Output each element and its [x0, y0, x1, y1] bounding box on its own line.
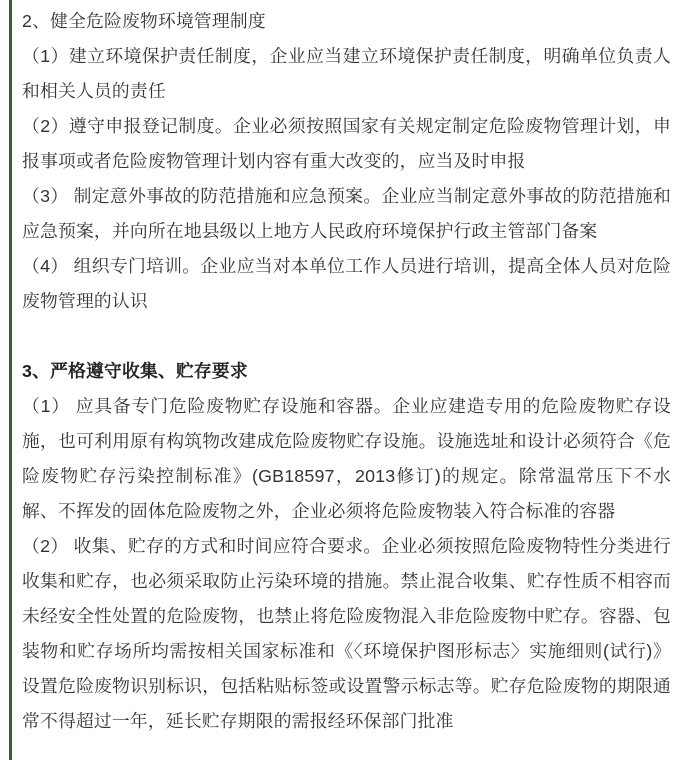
- section-2-paragraph-2: （2）遵守申报登记制度。企业必须按照国家有关规定制定危险废物管理计划，申报事项或者危险废物管理计划内容有重大改变的，应当及时申报: [22, 116, 671, 171]
- document-content: [22, 4, 671, 739]
- section-2-paragraph-4: （4） 组织专门培训。企业应当对本单位工作人员进行培训，提高全体人员对危险废物管理的认识: [22, 256, 671, 311]
- section-3-paragraph-1: （1） 应具备专门危险废物贮存设施和容器。企业应建造专用的危险废物贮存设施，也可利用原有构筑物改建成危险废物贮存设施。设施选址和设计必须符合《危险废物贮存污染控制标准》(GB18597，2013修订)的规定。除常温常压下不水解、不挥发的固体危险废物之外，企业必须将危险废物装入符合标准的容器: [22, 396, 671, 521]
- left-accent-bar: [9, 0, 12, 760]
- section-2-paragraph-1: （1）建立环境保护责任制度，企业应当建立环境保护责任制度，明确单位负责人和相关人员的责任: [22, 46, 671, 101]
- section-3-paragraph-2: （2） 收集、贮存的方式和时间应符合要求。企业必须按照危险废物特性分类进行收集和贮存，也必须采取防止污染环境的措施。禁止混合收集、贮存性质不相容而未经安全性处置的危险废物，也禁止将危险废物混入非危险废物中贮存。容器、包装物和贮存场所均需按相关国家标准和《〈环境保护图形标志〉实施细则(试行)》设置危险废物识别标识，包括粘贴标签或设置警示标志等。贮存危险废物的期限通常不得超过一年，延长贮存期限的需报经环保部门批准: [22, 536, 671, 731]
- section-3-heading: 3、严格遵守收集、贮存要求: [22, 361, 248, 381]
- section-2-heading: 2、健全危险废物环境管理制度: [22, 11, 266, 31]
- section-2-paragraph-3: （3） 制定意外事故的防范措施和应急预案。企业应当制定意外事故的防范措施和应急预案，并向所在地县级以上地方人民政府环境保护行政主管部门备案: [22, 186, 671, 241]
